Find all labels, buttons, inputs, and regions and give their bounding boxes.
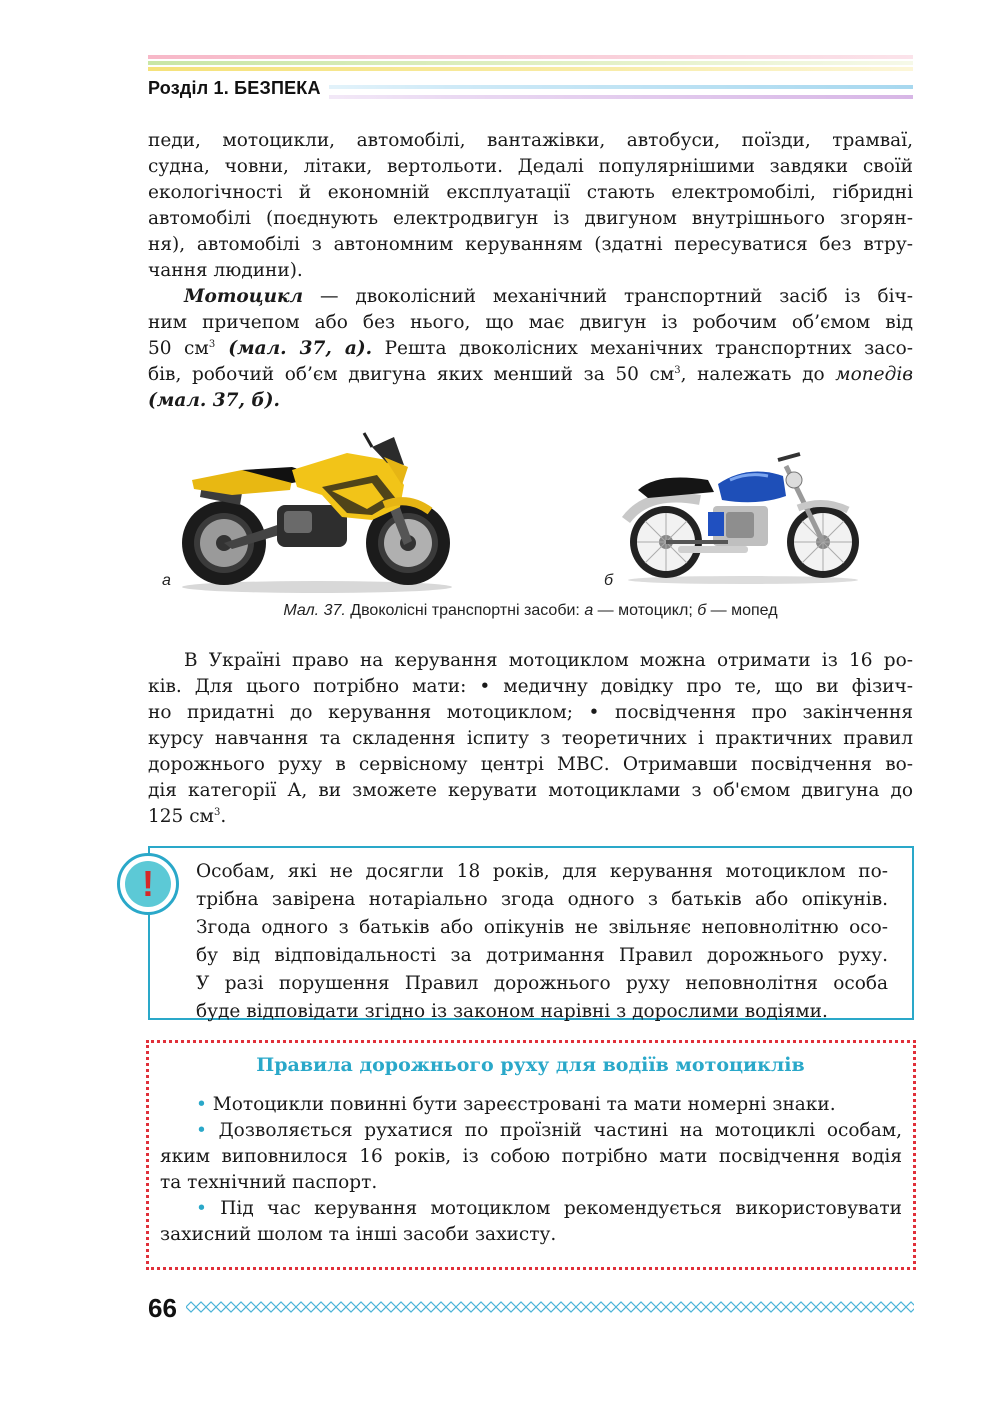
text-line: ня), автомобілі з автономним керуванням (здатні пересуватися без втру-: [148, 234, 913, 255]
figure-caption: [148, 602, 913, 620]
rules-title: Правила дорожнього руху для водіїв мотоциклів: [256, 1054, 805, 1076]
figure-label-b: б: [604, 572, 613, 589]
text-line: [148, 804, 913, 830]
text-fragment: , належать до: [680, 364, 836, 385]
text-line: бу від відповідальності за дотримання Правил дорожнього руху.: [196, 945, 888, 966]
superscript: 3: [674, 364, 681, 376]
text-line: дія категорії А, ви зможете керувати мотоциклами з об'ємом двигуна до: [148, 780, 913, 801]
text-line: ків. Для цього потрібно мати: • медичну довідку про те, що ви фізич-: [148, 676, 913, 697]
section-title: Розділ 1. БЕЗПЕКА: [148, 78, 329, 99]
bullet-icon: •: [196, 1094, 207, 1115]
text-fragment: бів, робочий об’єм двигуна яких менший за 50 см: [148, 364, 675, 385]
caption-text: — мопед: [706, 602, 778, 619]
text-line: [148, 284, 913, 310]
text-line: дорожнього руху в сервісному центрі МВС. Отримавши посвідчення во-: [148, 754, 913, 775]
caption-text: Двоколісні транспортні засоби:: [345, 602, 585, 619]
paragraph-license-requirements: [148, 648, 913, 830]
list-item: [160, 1092, 902, 1118]
text-fragment: 50 см: [148, 338, 209, 359]
text-fragment: — двоколісний механічний транспортний засіб із біч-: [303, 286, 913, 307]
text-line: екологічності й економній експлуатації стають електромобілі, гібридні: [148, 182, 913, 203]
text-fragment: Решта двоколісних механічних транспортних засо-: [372, 338, 913, 359]
text-fragment: .: [220, 806, 227, 827]
paragraph-intro: [148, 128, 913, 284]
text-line: буде відповідати згідно із законом нарівні з дорослими водіями.: [196, 1001, 828, 1022]
text-line: судна, човни, літаки, вертольоти. Дедалі популярнішими завдяки своїй: [148, 156, 913, 177]
rules-list: [160, 1092, 902, 1248]
text-line: чання людини).: [148, 260, 303, 281]
text-line: ним причепом або без нього, що має двигун із робочим об’ємом від: [148, 312, 913, 333]
list-item: [160, 1118, 902, 1144]
paragraph-motorcycle-definition: [148, 284, 913, 414]
text-line: курсу навчання та складення іспиту з теоретичних і практичних правил: [148, 728, 913, 749]
text-line: У разі порушення Правил дорожнього руху неповнолітня особа: [196, 973, 888, 994]
bullet-icon: •: [196, 1198, 207, 1219]
text-line: та технічний паспорт.: [160, 1172, 378, 1193]
text-line: но придатні до керування мотоциклом; • посвідчення про закінчення: [148, 702, 913, 723]
text-line: автомобілі (поєднують електродвигун із двигуном внутрішнього згорян-: [148, 208, 913, 229]
caption-text: — мотоцикл;: [593, 602, 698, 619]
text-line: В Україні право на керування мотоциклом можна отримати із 16 ро-: [184, 650, 913, 671]
bullet-icon: •: [196, 1120, 207, 1141]
motorcycle-image: [172, 425, 462, 595]
caption-label: Мал. 37.: [283, 602, 346, 619]
moped-image: [618, 450, 868, 585]
page-number: 66: [148, 1293, 177, 1323]
text-fragment: 125 см: [148, 806, 214, 827]
caption-letter-a: а: [584, 602, 594, 619]
text-line: педи, мотоцикли, автомобілі, вантажівки, автобуси, поїзди, трамваї,: [148, 130, 913, 151]
list-item-text: Дозволяється рухатися по проїзній частині на мотоциклі особам,: [206, 1120, 902, 1141]
superscript: 3: [213, 806, 221, 818]
figure-reference: (мал. 37, б).: [148, 390, 280, 411]
text-line: захисний шолом та інші засоби захисту.: [160, 1224, 557, 1245]
list-item-text: Мотоцикли повинні бути зареєстровані та мати номерні знаки.: [206, 1094, 836, 1115]
warning-text: [196, 858, 888, 1026]
text-line: трібна завірена нотаріально згода одного з батьків або опікунів.: [196, 889, 888, 910]
text-line: [148, 336, 913, 362]
term-motorcycle: Мотоцикл: [184, 286, 304, 307]
caption-letter-b: б: [697, 602, 707, 619]
text-line: [148, 362, 913, 388]
text-line: Згода одного з батьків або опікунів не звільняє неповнолітню осо-: [196, 917, 888, 938]
exclamation-icon: !: [117, 853, 179, 915]
text-line: Особам, які не досягли 18 років, для керування мотоциклом по-: [196, 861, 888, 882]
list-item-text: Під час керування мотоциклом рекомендується використовувати: [206, 1198, 902, 1219]
figure-label-a: а: [162, 572, 171, 589]
text-line: яким виповнилося 16 років, із собою потрібно мати посвідчення водія: [160, 1146, 902, 1167]
footer-ornament: [186, 1300, 914, 1314]
figure-reference: (мал. 37, а).: [215, 338, 373, 359]
superscript: 3: [208, 338, 216, 350]
term-moped: мопедів: [835, 364, 913, 385]
list-item: [160, 1196, 902, 1222]
